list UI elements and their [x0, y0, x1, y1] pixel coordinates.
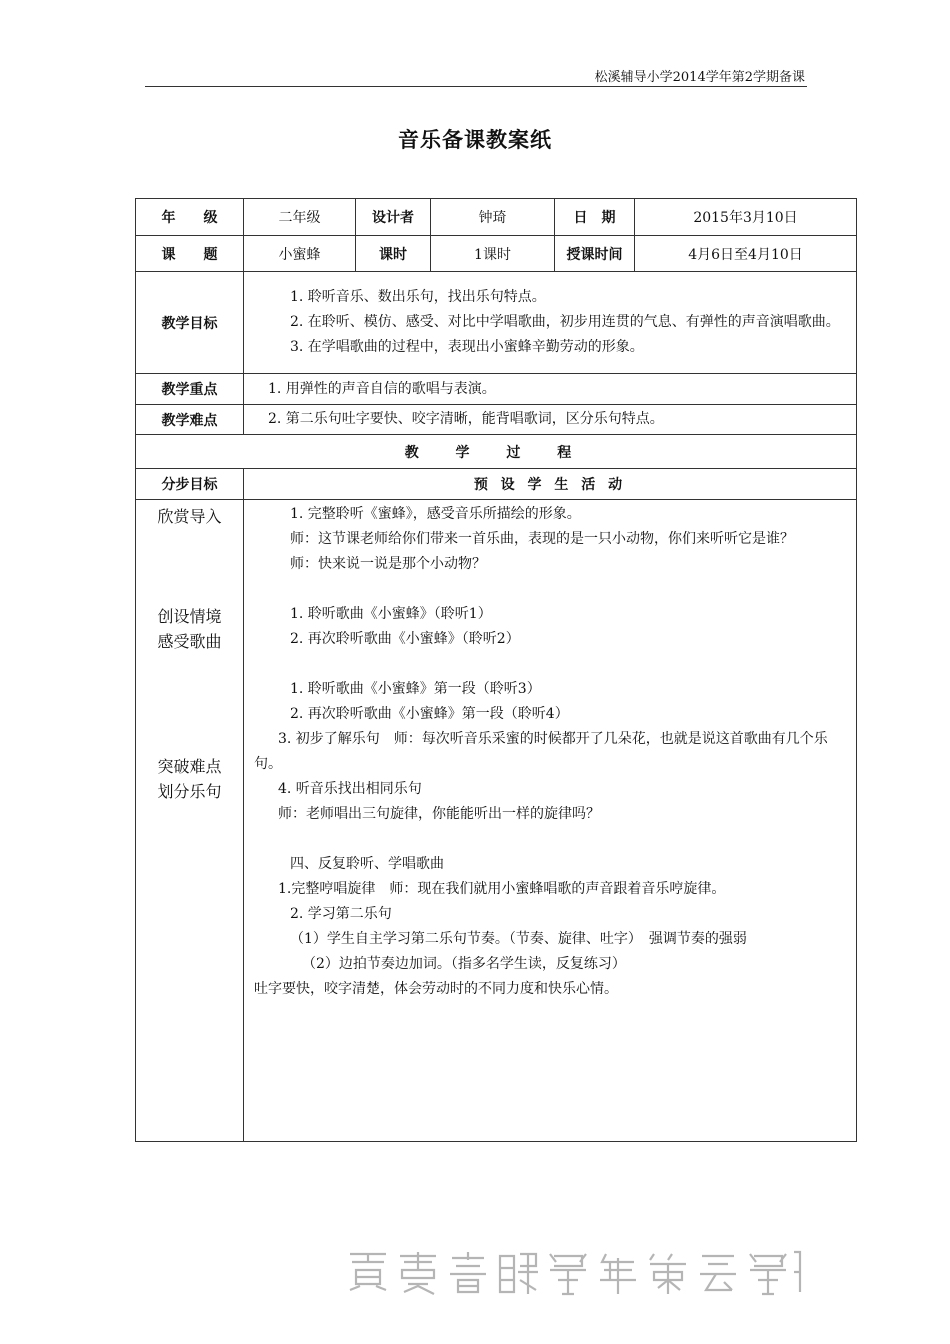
process-heading: 教 学 过 程 [136, 435, 857, 469]
difficulties-label: 教学难点 [136, 405, 244, 435]
stage-label: 突破难点 [157, 757, 222, 776]
stage-label: 欣赏导入 [157, 507, 222, 526]
activity-line: 师：这节课老师给你们带来一首乐曲，表现的是一只小动物，你们来听听它是谁？ [290, 531, 794, 547]
stage-label: 划分乐句 [157, 782, 222, 801]
activity-line: 师：老师唱出三句旋律，你能能听出一样的旋律吗？ [278, 806, 600, 822]
school-header-text: 松溪辅导小学2014学年第2学期备课 [594, 70, 805, 85]
document-title: 音乐备课教案纸 [398, 128, 552, 152]
activity-column [244, 500, 857, 1142]
objective-item: 1. 聆听音乐、数出乐句，找出乐句特点。 [290, 289, 546, 305]
activity-line: （2）边拍节奏边加词。（指多名学生读，反复练习） [302, 956, 626, 972]
info-row-1 [136, 199, 857, 236]
activity-line: 1. 聆听歌曲《小蜜蜂》第一段（聆听3） [290, 681, 541, 697]
info-row-2 [136, 236, 857, 272]
activity-line: 4. 听音乐找出相同乐句 [278, 781, 422, 797]
lesson-plan-table [135, 198, 857, 1142]
process-heading-row [136, 435, 857, 469]
key-points-row [136, 374, 857, 405]
topic-label: 课 题 [136, 236, 244, 272]
date-label: 日 期 [555, 199, 635, 236]
blank-line [254, 577, 848, 602]
activity-line: 师：快来说一说是那个小动物？ [290, 556, 486, 572]
key-points-text [244, 374, 857, 405]
objective-item: 2. 在聆听、模仿、感受、对比中学唱歌曲，初步用连贯的气息、有弹性的声音演唱歌曲。 [290, 314, 840, 330]
grade-value: 二年级 [244, 199, 356, 236]
activity-line: 2. 再次聆听歌曲《小蜜蜂》第一段（聆听4） [290, 706, 569, 722]
designer-value: 钟琦 [431, 199, 555, 236]
objective-item: 3. 在学唱歌曲的过程中，表现出小蜜蜂辛勤劳动的形象。 [290, 339, 644, 355]
watermark-glyphs [350, 1252, 800, 1294]
blank-line [254, 652, 848, 677]
date-value: 2015年3月10日 [635, 199, 857, 236]
objectives-row [136, 272, 857, 374]
activity-line: 1. 聆听歌曲《小蜜蜂》（聆听1） [290, 606, 492, 622]
activity-line: 吐字要快，咬字清楚，体会劳动时的不同力度和快乐心情。 [254, 981, 618, 997]
key-points-label: 教学重点 [136, 374, 244, 405]
activity-line: 2. 再次聆听歌曲《小蜜蜂》（聆听2） [290, 631, 520, 647]
process-body-row [136, 500, 857, 1142]
hours-value: 1课时 [431, 236, 555, 272]
difficulties-value: 2. 第二乐句吐字要快、咬字清晰，能背唱歌词，区分乐句特点。 [268, 411, 664, 427]
grade-label: 年 级 [136, 199, 244, 236]
activity-line: 四、反复聆听、学唱歌曲 [290, 856, 444, 872]
hours-label: 课时 [356, 236, 431, 272]
activity-line: 1. 完整聆听《蜜蜂》，感受音乐所描绘的形象。 [290, 506, 581, 522]
activity-line: （1）学生自主学习第二乐句节奏。（节奏、旋律、吐字） 强调节奏的强弱 [290, 931, 747, 947]
stage-label: 创设情境 [157, 607, 222, 626]
objectives-label: 教学目标 [136, 272, 244, 374]
activity-line: 1.完整哼唱旋律 师：现在我们就用小蜜蜂唱歌的声音跟着音乐哼旋律。 [278, 881, 726, 897]
objectives-cell [244, 272, 857, 374]
difficulties-row [136, 405, 857, 435]
blank-line [254, 827, 848, 852]
page-header [145, 64, 807, 87]
activity-label: 预 设 学 生 活 动 [244, 469, 857, 500]
process-header-row [136, 469, 857, 500]
key-points-value: 1. 用弹性的声音自信的歌唱与表演。 [268, 380, 496, 397]
step-goal-label: 分步目标 [136, 469, 244, 500]
stage-label: 感受歌曲 [157, 632, 222, 651]
stage-column [136, 500, 244, 1142]
difficulties-text [244, 405, 857, 435]
designer-label: 设计者 [356, 199, 431, 236]
activity-line: 2. 学习第二乐句 [290, 906, 392, 922]
activity-line: 3. 初步了解乐句 师：每次听音乐采蜜的时候都开了几朵花，也就是说这首歌曲有几个乐句。 [254, 731, 828, 772]
watermark-logo [344, 1248, 804, 1298]
topic-value: 小蜜蜂 [244, 236, 356, 272]
teach-time-label: 授课时间 [555, 236, 635, 272]
teach-time-value: 4月6日至4月10日 [635, 236, 857, 272]
